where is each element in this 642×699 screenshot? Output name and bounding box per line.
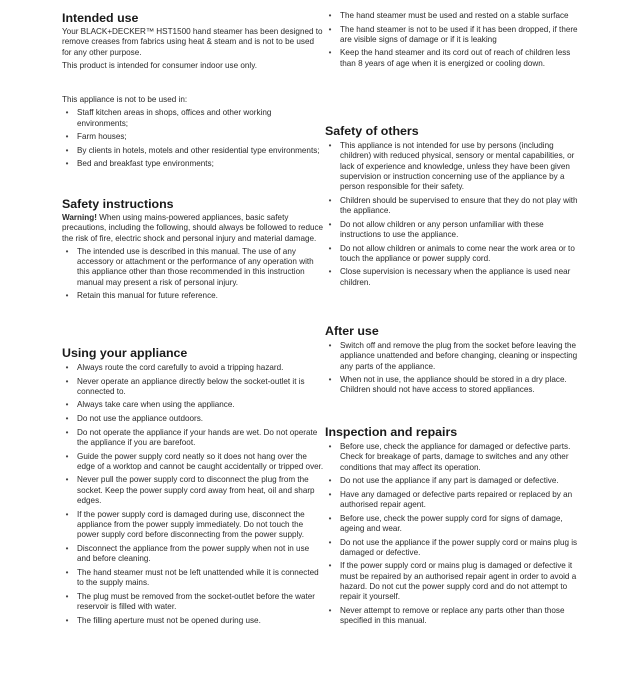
list-item bbox=[325, 375, 587, 396]
list-item-text: Never pull the power supply cord to disconnect the plug from the socket. Keep the power supply cord away from heat, oil and sharp edges. bbox=[77, 475, 315, 506]
list-item-text: Staff kitchen areas in shops, offices and other working environments; bbox=[77, 108, 272, 128]
safety-instructions-list bbox=[62, 247, 324, 302]
bullet-icon: • bbox=[328, 24, 332, 34]
intended-use-heading: Intended use bbox=[62, 11, 139, 25]
list-item-text: Do not operate the appliance if your hands are wet. Do not operate the appliance if you are barefoot. bbox=[77, 427, 318, 447]
bullet-icon: • bbox=[65, 509, 69, 519]
list-item bbox=[62, 510, 324, 541]
safety-others-heading: Safety of others bbox=[325, 124, 419, 138]
safety-others-list bbox=[325, 141, 587, 288]
bullet-icon: • bbox=[328, 489, 332, 499]
safety-instructions-heading: Safety instructions bbox=[62, 197, 174, 211]
list-item bbox=[325, 476, 587, 486]
after-use-section bbox=[325, 324, 587, 399]
bullet-icon: • bbox=[328, 561, 332, 571]
list-item bbox=[325, 514, 587, 535]
list-item-text: Retain this manual for future reference. bbox=[77, 291, 218, 301]
list-item-text: Before use, check the power supply cord for signs of damage, ageing and wear. bbox=[340, 513, 563, 533]
list-item-text: Switch off and remove the plug from the socket before leaving the appliance unattended and before changing, cleaning or inspecting any parts of the appliance. bbox=[340, 341, 578, 371]
list-item bbox=[62, 428, 324, 449]
bullet-icon: • bbox=[328, 537, 332, 547]
list-item bbox=[325, 341, 587, 372]
intended-use-section bbox=[62, 11, 324, 71]
list-item bbox=[62, 108, 324, 129]
bullet-icon: • bbox=[328, 513, 332, 523]
list-item bbox=[62, 414, 324, 424]
list-item bbox=[325, 442, 587, 473]
list-item-text: When not in use, the appliance should be stored in a dry place. Children should not have access to stored appliances. bbox=[340, 375, 567, 395]
not-used-in-section bbox=[62, 95, 324, 173]
list-item-text: Do not use the appliance outdoors. bbox=[77, 414, 204, 424]
bullet-icon: • bbox=[328, 375, 332, 385]
bullet-icon: • bbox=[65, 159, 69, 169]
list-item-text: The hand steamer must not be left unattended while it is connected to the supply mains. bbox=[77, 567, 319, 588]
list-item bbox=[325, 561, 587, 602]
not-used-in-list bbox=[62, 108, 324, 169]
bullet-icon: • bbox=[65, 400, 69, 410]
list-item-text: By clients in hotels, motels and other residential type environments; bbox=[77, 145, 320, 155]
list-item-text: Close supervision is necessary when the appliance is used near children. bbox=[340, 267, 571, 287]
bullet-icon: • bbox=[328, 605, 332, 615]
list-item-text: Children should be supervised to ensure that they do not play with the appliance. bbox=[340, 195, 578, 216]
list-item-text: Farm houses; bbox=[77, 132, 127, 142]
list-item bbox=[62, 363, 324, 373]
bullet-icon: • bbox=[65, 451, 69, 461]
bullet-icon: • bbox=[65, 427, 69, 437]
list-item-text: Never attempt to remove or replace any parts other than those specified in this manual. bbox=[340, 605, 565, 626]
bullet-icon: • bbox=[328, 48, 332, 58]
list-item bbox=[325, 267, 587, 288]
list-item-text: Never operate an appliance directly below the socket-outlet it is connected to. bbox=[77, 376, 305, 396]
list-item bbox=[325, 25, 587, 46]
warning-paragraph bbox=[62, 213, 324, 244]
list-item-text: Guide the power supply cord neatly so it does not hang over the edge of a worktop and cannot be caught accidentally or tripped over. bbox=[77, 451, 324, 471]
list-item bbox=[62, 146, 324, 156]
list-item bbox=[62, 377, 324, 398]
after-use-list bbox=[325, 341, 587, 396]
list-item-text: If the power supply cord or mains plug is damaged or defective it must be repaired by an authorised repair agent in order to avoid a hazard. Do not cut the power supply cord and do not attempt to repair it yourself. bbox=[340, 561, 577, 602]
list-item-text: Bed and breakfast type environments; bbox=[77, 159, 214, 169]
bullet-icon: • bbox=[328, 243, 332, 253]
using-appliance-heading: Using your appliance bbox=[62, 346, 188, 360]
inspection-list bbox=[325, 442, 587, 627]
list-item-text: Before use, check the appliance for damaged or defective parts. Check for breakage of parts, damage to switches and any other conditions that may affect its operation. bbox=[340, 442, 571, 472]
list-item-text: Always take care when using the appliance. bbox=[77, 400, 235, 410]
list-item-text: Disconnect the appliance from the power supply when not in use and before cleaning. bbox=[77, 543, 310, 564]
safety-instructions-section bbox=[62, 197, 324, 305]
bullet-icon: • bbox=[65, 414, 69, 424]
continued-list bbox=[325, 11, 587, 69]
bullet-icon: • bbox=[328, 476, 332, 486]
list-item-text: Do not use the appliance if any part is damaged or defective. bbox=[340, 476, 559, 486]
list-item bbox=[325, 244, 587, 265]
list-item bbox=[325, 141, 587, 192]
list-item bbox=[325, 490, 587, 511]
list-item-text: If the power supply cord is damaged during use, disconnect the appliance from the power supply immediately. Do not touch the power supply cord before disconnecting from the power supply. bbox=[77, 509, 305, 540]
list-item bbox=[62, 568, 324, 589]
after-use-heading: After use bbox=[325, 324, 379, 338]
warning-label: Warning! bbox=[62, 213, 97, 222]
list-item-text: Do not use the appliance if the power supply cord or mains plug is damaged or defective. bbox=[340, 537, 578, 557]
bullet-icon: • bbox=[328, 267, 332, 277]
bullet-icon: • bbox=[65, 615, 69, 625]
bullet-icon: • bbox=[65, 363, 69, 372]
list-item bbox=[325, 220, 587, 241]
list-item bbox=[62, 291, 324, 301]
bullet-icon: • bbox=[328, 341, 332, 350]
inspection-section bbox=[325, 425, 587, 630]
continued-section bbox=[325, 11, 587, 72]
list-item bbox=[62, 475, 324, 506]
list-item-text: The filling aperture must not be opened during use. bbox=[77, 615, 261, 625]
list-item bbox=[325, 48, 587, 69]
bullet-icon: • bbox=[65, 376, 69, 386]
safety-others-section bbox=[325, 124, 587, 291]
bullet-icon: • bbox=[328, 195, 332, 205]
list-item-text: This appliance is not intended for use by persons (including children) with reduced physical, sensory or mental capabilities, or lack of experience and knowledge, unless they have been given supervision or instruction concerning use of the appliance by a person responsible for their safety. bbox=[340, 141, 575, 192]
list-item-text: Do not allow children or animals to come near the work area or to touch the appliance or power supply cord. bbox=[340, 243, 575, 263]
bullet-icon: • bbox=[65, 145, 69, 155]
list-item-text: The hand steamer is not to be used if it has been dropped, if there are visible signs of damage or if it is leaking bbox=[340, 24, 578, 44]
bullet-icon: • bbox=[65, 246, 69, 256]
list-item bbox=[325, 196, 587, 217]
list-item-text: Keep the hand steamer and its cord out of reach of children less than 8 years of age when it is energized or cooling down. bbox=[340, 48, 571, 68]
list-item-text: The plug must be removed from the socket-outlet before the water reservoir is filled with water. bbox=[77, 591, 316, 611]
bullet-icon: • bbox=[328, 141, 332, 150]
list-item bbox=[62, 616, 324, 626]
bullet-icon: • bbox=[65, 291, 69, 301]
list-item bbox=[62, 592, 324, 613]
list-item bbox=[62, 452, 324, 473]
list-item bbox=[62, 132, 324, 142]
bullet-icon: • bbox=[65, 591, 69, 601]
warning-text: When using mains-powered appliances, basic safety precautions, including the following, should always be followed to reduce the risk of fire, electric shock and personal injury and material damage. bbox=[62, 213, 324, 243]
bullet-icon: • bbox=[65, 132, 69, 142]
list-item-text: The hand steamer must be used and rested on a stable surface bbox=[340, 11, 569, 20]
intended-use-intro: Your BLACK+DECKER™ HST1500 hand steamer has been designed to remove creases from fabrics using heat & steam and is not to be used for any other purpose. bbox=[62, 27, 323, 57]
bullet-icon: • bbox=[65, 475, 69, 485]
list-item-text: Always route the cord carefully to avoid a tripping hazard. bbox=[77, 363, 284, 372]
list-item bbox=[325, 11, 587, 21]
bullet-icon: • bbox=[328, 442, 332, 451]
list-item-text: Have any damaged or defective parts repaired or replaced by an authorised repair agent. bbox=[340, 489, 573, 510]
bullet-icon: • bbox=[328, 11, 332, 20]
list-item bbox=[62, 544, 324, 565]
using-appliance-list bbox=[62, 363, 324, 626]
using-appliance-section bbox=[62, 346, 324, 629]
list-item bbox=[62, 400, 324, 410]
list-item bbox=[62, 159, 324, 169]
list-item-text: Do not allow children or any person unfamiliar with these instructions to use the appliance. bbox=[340, 219, 544, 239]
inspection-heading: Inspection and repairs bbox=[325, 425, 458, 439]
list-item bbox=[325, 606, 587, 627]
list-item bbox=[325, 538, 587, 559]
list-item bbox=[62, 247, 324, 288]
bullet-icon: • bbox=[65, 108, 69, 118]
bullet-icon: • bbox=[65, 543, 69, 553]
bullet-icon: • bbox=[65, 567, 69, 577]
not-used-in-label: This appliance is not to be used in: bbox=[62, 95, 188, 104]
list-item-text: The intended use is described in this manual. The use of any accessory or attachment or the performance of any operation with this appliance other than those recommended in this instruction manual may present a risk of personal injury. bbox=[77, 246, 314, 287]
bullet-icon: • bbox=[328, 219, 332, 229]
intended-use-indoor-note: This product is intended for consumer indoor use only. bbox=[62, 60, 257, 70]
